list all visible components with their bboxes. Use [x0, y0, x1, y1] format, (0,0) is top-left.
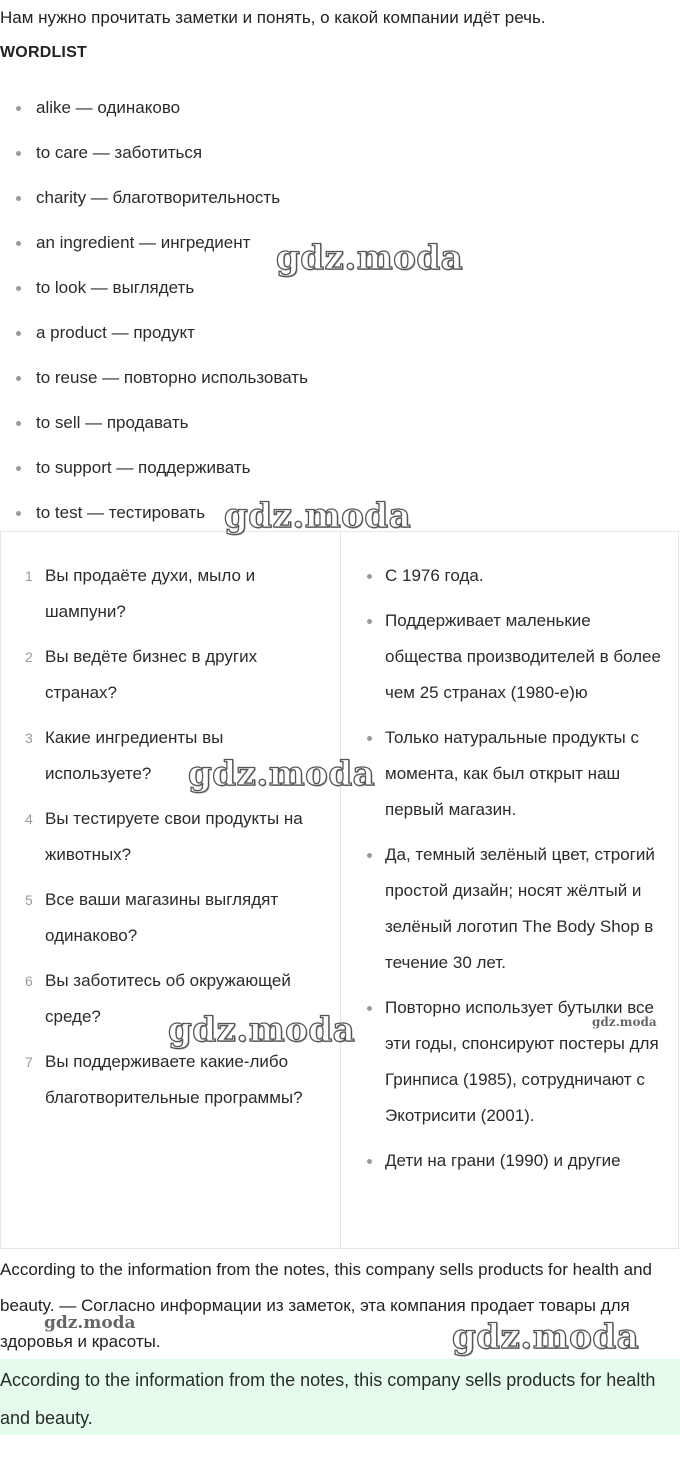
- bullet-icon: [16, 421, 21, 426]
- question-number: 4: [25, 811, 33, 827]
- wordlist-item: [0, 223, 308, 268]
- wordlist-item: [0, 178, 308, 223]
- wordlist-item: [0, 88, 308, 133]
- watermark-logo: gdz.moda: [188, 754, 376, 794]
- wordlist-item: [0, 358, 308, 403]
- answer-item: [341, 603, 671, 711]
- wordlist-item-text: an ingredient — ингредиент: [36, 233, 251, 252]
- answer-item: [341, 837, 671, 981]
- watermark-logo: gdz.moda: [224, 496, 412, 536]
- bullet-icon: [367, 736, 372, 741]
- intro-text: Нам нужно прочитать заметки и понять, о какой компании идёт речь.: [0, 8, 546, 27]
- wordlist-item-text: to test — тестировать: [36, 503, 206, 522]
- watermark-logo: gdz.moda: [276, 238, 464, 278]
- bullet-icon: [367, 619, 372, 624]
- wordlist-item-text: alike — одинаково: [36, 98, 181, 117]
- bullet-icon: [16, 331, 21, 336]
- answer-text: Поддерживает маленькие общества производителей в более чем 25 странах (1980-е)ю: [385, 611, 661, 702]
- bullet-icon: [367, 1159, 372, 1164]
- wordlist-title: WORDLIST: [0, 44, 87, 61]
- bullet-icon: [367, 853, 372, 858]
- question-item: [1, 1044, 339, 1116]
- question-number: 1: [25, 568, 33, 584]
- watermark-logo: gdz.moda: [168, 1010, 356, 1050]
- answers-list: [341, 558, 671, 1188]
- bullet-icon: [16, 106, 21, 111]
- question-number: 7: [25, 1054, 33, 1070]
- wordlist-item-text: to look — выглядеть: [36, 278, 195, 297]
- wordlist-item: [0, 268, 308, 313]
- answer-item: [341, 720, 671, 828]
- wordlist-item-text: to care — заботиться: [36, 143, 203, 162]
- bullet-icon: [16, 376, 21, 381]
- question-item: [1, 882, 339, 954]
- question-text: Вы тестируете свои продукты на животных?: [45, 809, 303, 864]
- answer-item: [341, 558, 671, 594]
- question-text: Вы заботитесь об окружающей среде?: [45, 971, 291, 1026]
- bullet-icon: [16, 286, 21, 291]
- wordlist-item: [0, 313, 308, 358]
- question-number: 3: [25, 730, 33, 746]
- question-text: Вы продаёте духи, мыло и шампуни?: [45, 566, 256, 621]
- answer-highlight-text: According to the information from the notes, this company sells products for health and beauty.: [0, 1370, 656, 1428]
- wordlist-item: [0, 133, 308, 178]
- notes-table: [0, 531, 679, 1249]
- question-number: 6: [25, 973, 33, 989]
- bullet-icon: [16, 151, 21, 156]
- question-item: [1, 963, 339, 1035]
- watermark-logo: gdz.moda: [452, 1317, 640, 1357]
- question-text: Вы поддерживаете какие-либо благотворительные программы?: [45, 1052, 303, 1107]
- answer-highlight-box: [0, 1359, 680, 1435]
- bullet-icon: [16, 511, 21, 516]
- answer-paragraph: According to the information from the notes, this company sells products for health and beauty. — Согласно информации из заметок, эта компания продает товары для здоровья и красоты.: [0, 1260, 653, 1351]
- question-item: [1, 720, 339, 792]
- question-item: [1, 801, 339, 873]
- bullet-icon: [367, 574, 372, 579]
- answer-text: Повторно использует бутылки все эти годы, спонсируют постеры для Гринписа (1985), сотрудничают с Экотрисити (2001).: [385, 998, 659, 1125]
- question-number: 2: [25, 649, 33, 665]
- answer-text: Дети на грани (1990) и другие: [385, 1151, 621, 1170]
- question-number: 5: [25, 892, 33, 908]
- bullet-icon: [16, 241, 21, 246]
- answer-text: Да, темный зелёный цвет, строгий простой дизайн; носят жёлтый и зелёный логотип The Body Shop в течение 30 лет.: [385, 845, 655, 972]
- watermark-small: gdz.moda: [44, 1313, 136, 1333]
- watermark-small: gdz.moda: [592, 1015, 657, 1029]
- question-item: [1, 639, 339, 711]
- question-item: [1, 558, 339, 630]
- wordlist-item-text: a product — продукт: [36, 323, 195, 342]
- bullet-icon: [16, 466, 21, 471]
- question-text: Какие ингредиенты вы используете?: [45, 728, 224, 783]
- question-text: Все ваши магазины выглядят одинаково?: [45, 890, 279, 945]
- bullet-icon: [367, 1006, 372, 1011]
- answer-text: Только натуральные продукты с момента, как был открыт наш первый магазин.: [385, 728, 639, 819]
- wordlist-item-text: to sell — продавать: [36, 413, 189, 432]
- answer-text: С 1976 года.: [385, 566, 484, 585]
- wordlist-item: [0, 403, 308, 448]
- wordlist-item-text: charity — благотворительность: [36, 188, 281, 207]
- answer-item: [341, 990, 671, 1134]
- wordlist-item-text: to support — поддерживать: [36, 458, 251, 477]
- wordlist-item-text: to reuse — повторно использовать: [36, 368, 308, 387]
- questions-list: [1, 558, 339, 1125]
- question-text: Вы ведёте бизнес в других странах?: [45, 647, 258, 702]
- wordlist: [0, 88, 308, 538]
- wordlist-item: [0, 448, 308, 493]
- answer-item: [341, 1143, 671, 1179]
- bullet-icon: [16, 196, 21, 201]
